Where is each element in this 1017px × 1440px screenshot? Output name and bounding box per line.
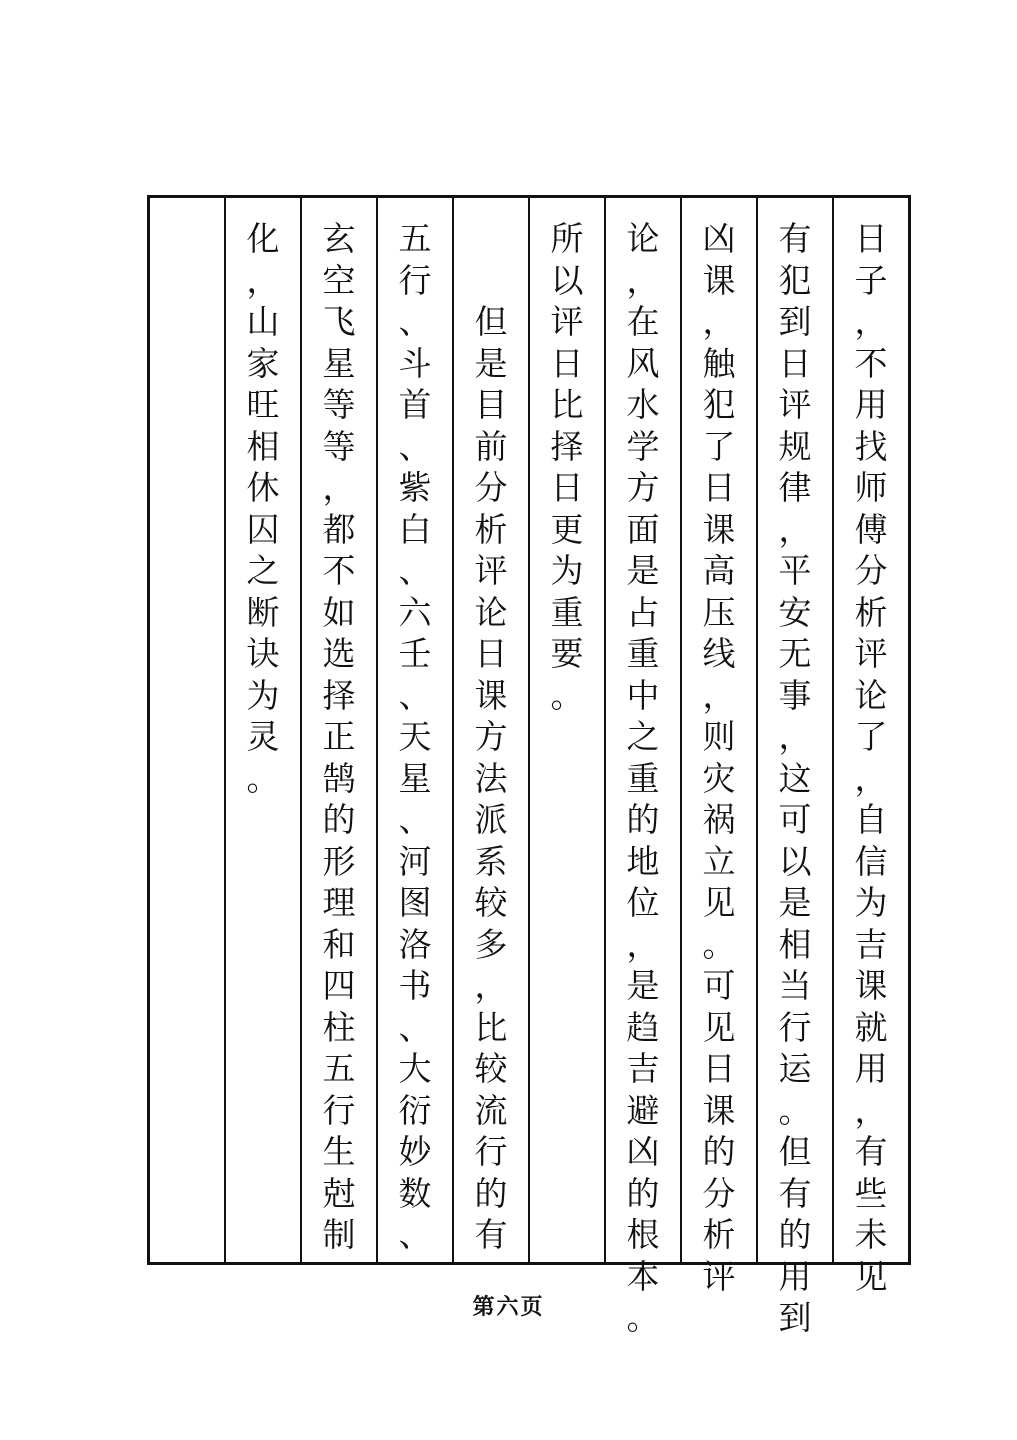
column-text: 化 ， 山 家 旺 相 休 囚 之 断 诀 为 灵 。	[246, 219, 280, 798]
column-text: 有 犯 到 日 评 规 律 ， 平 安 无 事 ， 这 可 以 是 相 当 行 运 。 但 有 的 用 到	[778, 219, 812, 1337]
text-column	[224, 198, 300, 1262]
text-column	[756, 198, 832, 1337]
text-column	[680, 198, 756, 1296]
column-text: 论 ， 在 风 水 学 方 面 是 占 重 中 之 重 的 地 位 ， 是 趋 吉 避 凶 的 根 本 。	[626, 219, 660, 1337]
text-column	[452, 198, 528, 1262]
text-column	[376, 198, 452, 1262]
text-column	[832, 198, 908, 1296]
column-text: 日 子 ， 不 用 找 师 傅 分 析 评 论 了 ， 自 信 为 吉 课 就 用 ， 有 些 未 见	[854, 219, 888, 1296]
text-column	[150, 198, 224, 1262]
text-column	[528, 198, 604, 1262]
text-column	[300, 198, 376, 1262]
column-text: 五 行 、 斗 首 、 紫 白 、 六 壬 、 天 星 、 河 图 洛 书 、 大 衍 妙 数 、	[398, 219, 432, 1254]
column-text: 凶 课 ， 触 犯 了 日 课 高 压 线 ， 则 灾 祸 立 见 。 可 见 日 课 的 分 析 评	[702, 219, 736, 1296]
page-number: 第六页	[472, 1295, 545, 1320]
column-text: 所 以 评 日 比 择 日 更 为 重 要 。	[550, 219, 584, 715]
column-text: 玄 空 飞 星 等 等 ， 都 不 如 选 择 正 鹄 的 形 理 和 四 柱 五 行 生 尅 制	[322, 219, 356, 1254]
text-column	[604, 198, 680, 1337]
column-text: 但 是 目 前 分 析 评 论 日 课 方 法 派 系 较 多 ， 比 较 流 行 的 有	[474, 302, 508, 1254]
